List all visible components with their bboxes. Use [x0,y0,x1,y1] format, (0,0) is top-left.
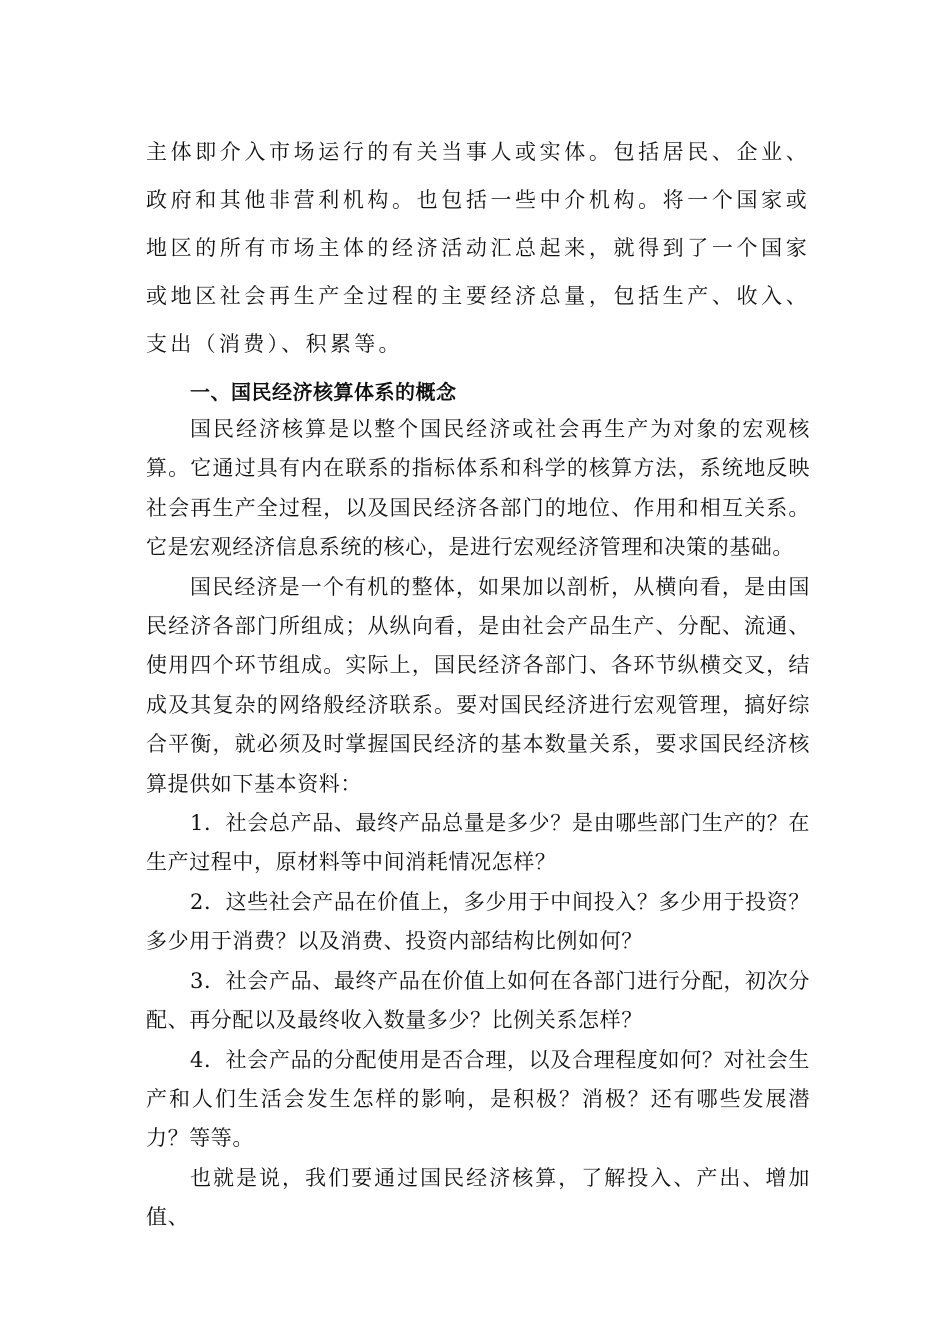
body-section [146,410,810,1238]
intro-paragraph: 主体即介入市场运行的有关当事人或实体。包括居民、企业、政府和其他非营利机构。也包括一些中介机构。将一个国家或地区的所有市场主体的经济活动汇总起来，就得到了一个国家或地区社会再生产全过程的主要经济总量，包括生产、收入、支出（消费）、积累等。 [146,140,810,356]
list-item-2: 2．这些社会产品在价值上，多少用于中间投入？多少用于投资？多少用于消费？以及消费、投资内部结构比例如何？ [146,889,810,954]
section-heading: 一、国民经济核算体系的概念 [190,380,457,404]
list-item-4: 4．社会产品的分配使用是否合理，以及合理程度如何？对社会生产和人们生活会发生怎样的影响，是积极？消极？还有哪些发展潜力？等等。 [146,1047,810,1151]
paragraph-summary: 也就是说，我们要通过国民经济核算，了解投入、产出、增加值、 [146,1165,810,1230]
paragraph-definition: 国民经济核算是以整个国民经济或社会再生产为对象的宏观核算。它通过具有内在联系的指标体系和科学的核算方法，系统地反映社会再生产全过程，以及国民经济各部门的地位、作用和相互关系。它是宏观经济信息系统的核心，是进行宏观经济管理和决策的基础。 [146,417,810,560]
list-item-3: 3．社会产品、最终产品在价值上如何在各部门进行分配，初次分配、再分配以及最终收入数量多少？比例关系怎样？ [146,968,810,1033]
document-page [146,128,810,1238]
list-item-1: 1．社会总产品、最终产品总量是多少？是由哪些部门生产的？在生产过程中，原材料等中间消耗情况怎样？ [146,811,810,875]
paragraph-structure: 国民经济是一个有机的整体，如果加以剖析，从横向看，是由国民经济各部门所组成；从纵向看，是由社会产品生产、分配、流通、使用四个环节组成。实际上，国民经济各部门、各环节纵横交叉，结成及其复杂的网络般经济联系。要对国民经济进行宏观管理，搞好综合平衡，就必须及时掌握国民经济的基本数量关系，要求国民经济核算提供如下基本资料： [146,574,810,796]
intro-section [146,128,810,368]
